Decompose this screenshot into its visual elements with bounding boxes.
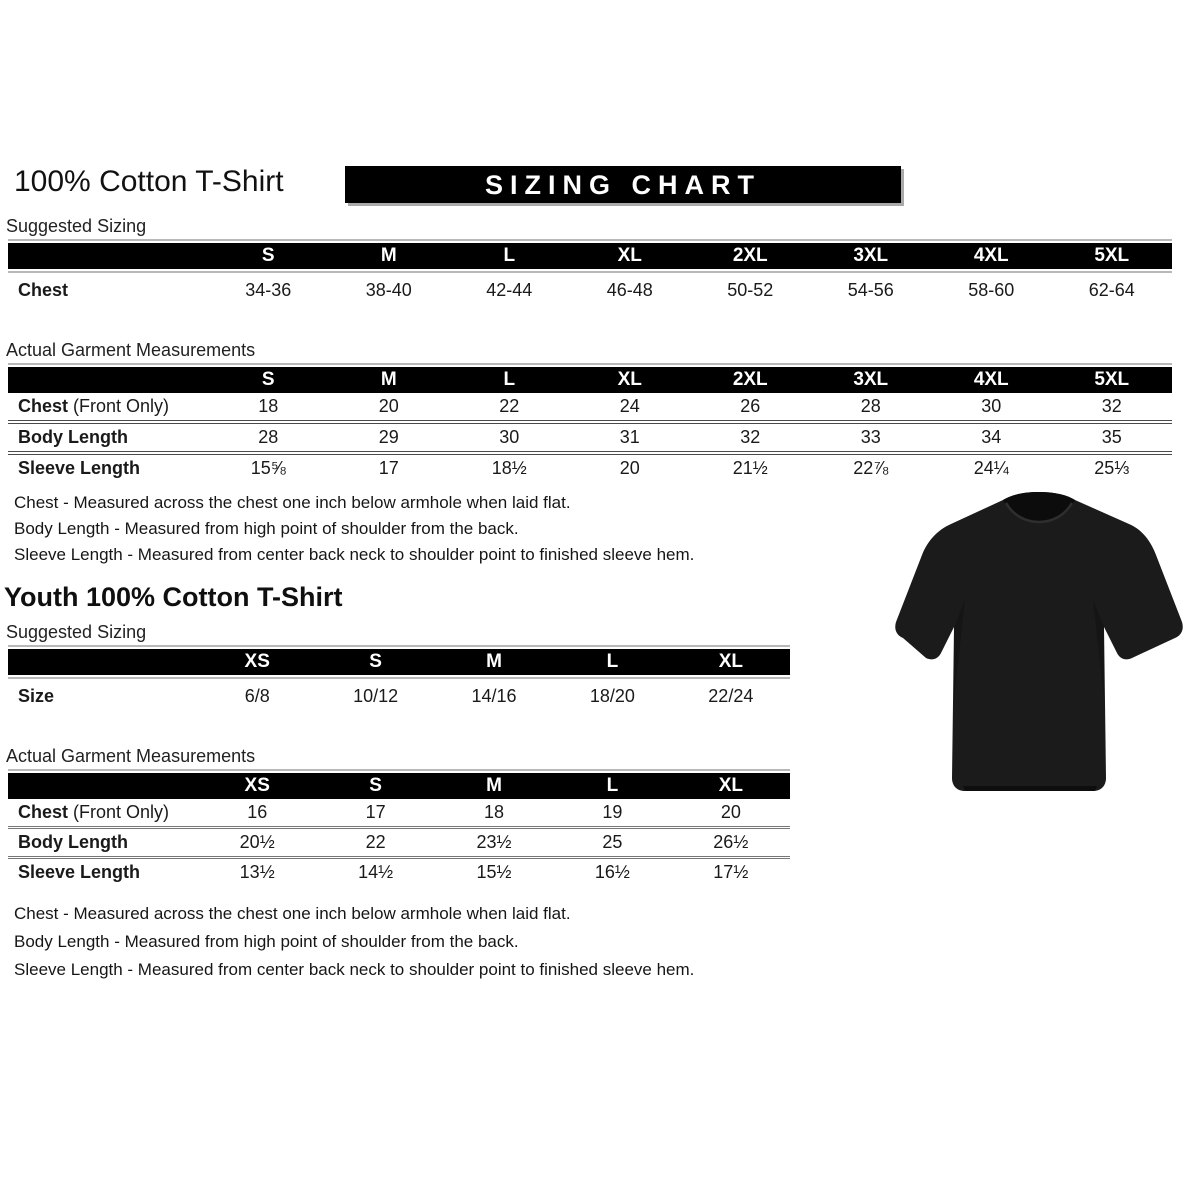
divider [8, 769, 790, 771]
row-label-cell [8, 396, 208, 417]
note-chest: Chest - Measured across the chest one inch below armhole when laid flat. [14, 904, 571, 923]
divider [8, 239, 1172, 241]
cell: 30 [499, 427, 520, 447]
youth-suggested-label: Suggested Sizing [6, 622, 147, 642]
cell: 24 [619, 396, 640, 416]
youth-suggested-header-row [8, 649, 790, 675]
cell: 25 [602, 832, 623, 852]
cell: 13½ [239, 862, 275, 882]
col-header: 2XL [732, 245, 768, 266]
col-header: M [486, 651, 502, 672]
row-label-cell [8, 802, 198, 823]
cell: 31 [619, 427, 640, 447]
cell: 25⅓ [1094, 458, 1130, 478]
table-row [8, 275, 1172, 305]
table-row [8, 424, 1172, 451]
col-header: L [503, 369, 516, 390]
adult-header [0, 163, 1200, 207]
adult-suggested-table [8, 239, 1172, 305]
note-sleeve-length: Sleeve Length - Measured from center back neck to shoulder point to finished sleeve hem. [14, 960, 695, 979]
cell: 33 [860, 427, 881, 447]
adult-suggested-label: Suggested Sizing [6, 216, 147, 236]
divider [8, 271, 1172, 273]
col-header: 3XL [853, 369, 889, 390]
youth-notes [14, 900, 1200, 984]
cell: 58-60 [968, 279, 1015, 300]
cell: 16½ [594, 862, 630, 882]
cell: 18 [484, 802, 505, 822]
cell: 17½ [713, 862, 749, 882]
cell: 24¼ [973, 458, 1009, 478]
cell: 22 [499, 396, 520, 416]
row-label: Chest [18, 802, 69, 822]
cell: 18/20 [589, 685, 635, 706]
cell: 35 [1101, 427, 1122, 447]
table-row [8, 829, 790, 856]
divider [8, 645, 790, 647]
col-header: 5XL [1094, 245, 1130, 266]
cell: 62-64 [1088, 279, 1135, 300]
col-header: XS [244, 651, 270, 672]
cell: 16 [247, 802, 268, 822]
col-header: S [261, 369, 275, 390]
col-header: 5XL [1094, 369, 1130, 390]
adult-suggested-header-row [8, 243, 1172, 269]
note-chest: Chest - Measured across the chest one inch below armhole when laid flat. [14, 493, 571, 512]
col-header: L [606, 651, 619, 672]
cell: 29 [378, 427, 399, 447]
cell: 19 [602, 802, 623, 822]
row-label: Sleeve Length [18, 458, 141, 478]
table-row [8, 799, 790, 826]
cell: 20 [619, 458, 640, 478]
table-row [8, 393, 1172, 420]
black-tshirt-image [893, 480, 1195, 810]
col-header: M [380, 245, 397, 266]
divider [8, 363, 1172, 365]
cell: 20½ [239, 832, 275, 852]
cell: 32 [740, 427, 761, 447]
col-header: M [380, 369, 397, 390]
cell: 6/8 [244, 685, 270, 706]
youth-actual-label: Actual Garment Measurements [6, 746, 256, 766]
col-header: S [369, 775, 382, 796]
col-header: 4XL [973, 245, 1009, 266]
cell: 22/24 [708, 685, 754, 706]
youth-actual-header-row [8, 773, 790, 799]
cell: 54-56 [847, 279, 894, 300]
cell: 50-52 [727, 279, 774, 300]
cell: 17 [378, 458, 399, 478]
cell: 28 [860, 396, 881, 416]
cell: 18½ [491, 458, 527, 478]
cell: 17 [365, 802, 386, 822]
cell: 26 [740, 396, 761, 416]
cell: 38-40 [365, 279, 412, 300]
table-row [8, 455, 1172, 482]
row-label-cell [8, 832, 198, 853]
row-label: Body Length [18, 427, 128, 447]
col-header: XL [718, 775, 743, 796]
cell: 34-36 [245, 279, 292, 300]
cell: 30 [981, 396, 1002, 416]
sizing-chart-banner: SIZING CHART [345, 166, 901, 203]
col-header: 3XL [853, 245, 889, 266]
cell: 22⅞ [853, 458, 889, 478]
col-header: 2XL [732, 369, 768, 390]
row-label-cell [8, 862, 198, 883]
col-header: 4XL [973, 369, 1009, 390]
note-body-length: Body Length - Measured from high point of shoulder from the back. [14, 519, 519, 538]
row-label: Chest [18, 396, 69, 416]
cell: 34 [981, 427, 1002, 447]
col-header: XS [244, 775, 270, 796]
col-header: M [486, 775, 502, 796]
row-label: Size [18, 685, 55, 706]
adult-actual-header-row [8, 367, 1172, 393]
youth-title: Youth 100% Cotton T-Shirt [4, 582, 343, 612]
cell: 28 [258, 427, 279, 447]
row-label-cell [8, 458, 208, 479]
spacer [0, 305, 1200, 331]
note-sleeve-length: Sleeve Length - Measured from center back neck to shoulder point to finished sleeve hem. [14, 545, 695, 564]
col-header: L [606, 775, 619, 796]
youth-suggested-table [8, 645, 790, 711]
row-label-suffix: (Front Only) [68, 396, 170, 416]
row-label-cell [8, 280, 208, 301]
row-label-cell [8, 427, 208, 448]
col-header: S [369, 651, 382, 672]
cell: 14/16 [471, 685, 517, 706]
cell: 26½ [713, 832, 749, 852]
divider [8, 677, 790, 679]
col-header: XL [718, 651, 743, 672]
row-label: Chest [18, 279, 69, 300]
cell: 23½ [476, 832, 512, 852]
row-label-cell [8, 686, 198, 707]
cell: 15⅝ [250, 458, 286, 478]
cell: 46-48 [606, 279, 653, 300]
cell: 42-44 [486, 279, 533, 300]
cell: 10/12 [353, 685, 399, 706]
cell: 32 [1101, 396, 1122, 416]
adult-actual-label: Actual Garment Measurements [6, 340, 256, 360]
cell: 14½ [358, 862, 394, 882]
row-label-suffix: (Front Only) [68, 802, 170, 822]
note-body-length: Body Length - Measured from high point of shoulder from the back. [14, 932, 519, 951]
cell: 22 [365, 832, 386, 852]
col-header: L [503, 245, 516, 266]
cell: 15½ [476, 862, 512, 882]
col-header: XL [617, 369, 642, 390]
table-row [8, 859, 790, 886]
cell: 21½ [732, 458, 768, 478]
cell: 20 [378, 396, 399, 416]
row-label: Sleeve Length [18, 862, 141, 882]
col-header: XL [617, 245, 642, 266]
cell: 18 [258, 396, 279, 416]
table-row [8, 681, 790, 711]
adult-title: 100% Cotton T-Shirt [14, 165, 284, 198]
row-label: Body Length [18, 832, 128, 852]
col-header: S [261, 245, 275, 266]
cell: 20 [720, 802, 741, 822]
adult-actual-table [8, 363, 1172, 482]
youth-actual-table [8, 769, 790, 886]
